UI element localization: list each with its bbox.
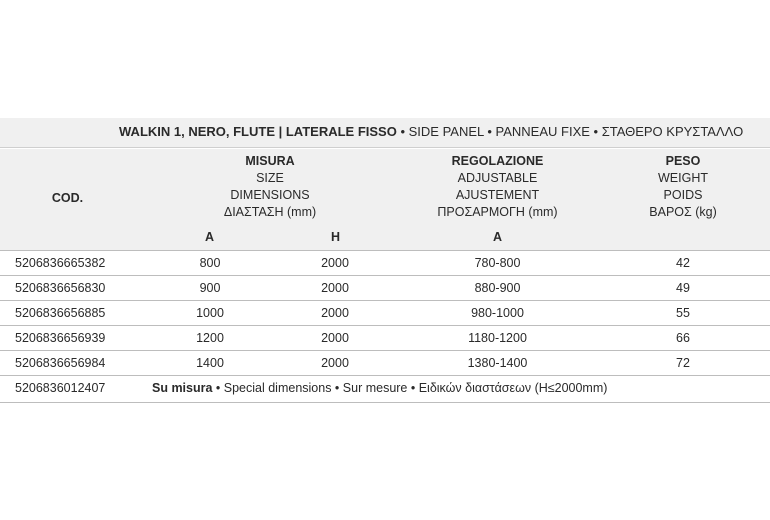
cell-adjust: 1180-1200 (468, 331, 527, 345)
cell-h: 2000 (321, 306, 349, 320)
cell-code: 5206836656885 (15, 306, 106, 320)
cell-weight: 55 (676, 306, 690, 320)
special-rest: • Special dimensions • Sur mesure • Ειδικών διαστάσεων (H≤2000mm) (212, 381, 608, 395)
header-code-label: COD. (51, 191, 84, 205)
cell-adjust: 1380-1400 (467, 356, 528, 370)
table-row (0, 350, 770, 375)
cell-weight: 72 (676, 356, 690, 370)
header-weight-en: WEIGHT (658, 171, 708, 185)
subheader-a: A (205, 230, 215, 244)
header-adjust-en: ADJUSTABLE (457, 171, 538, 185)
cell-h: 2000 (321, 356, 349, 370)
cell-code: 5206836656830 (15, 281, 106, 295)
cell-weight: 66 (676, 331, 690, 345)
table-row (0, 325, 770, 350)
cell-a: 800 (199, 256, 221, 270)
cell-h: 2000 (321, 256, 349, 270)
special-bold: Su misura (152, 381, 213, 395)
cell-adjust: 880-900 (474, 281, 521, 295)
table-header (0, 149, 770, 250)
header-size-it: MISURA (245, 154, 295, 168)
header-size-en: SIZE (256, 171, 284, 185)
subheader-adjust-a: A (493, 230, 503, 244)
cell-h: 2000 (321, 331, 349, 345)
header-size-fr: DIMENSIONS (230, 188, 310, 202)
title-rest: • SIDE PANEL • PANNEAU FIXE • ΣΤΑΘΕΡΟ ΚΡΥΣΤΑΛΛΟ (396, 124, 744, 139)
title-bold: WALKIN 1, NERO, FLUTE | LATERALE FISSO (119, 124, 397, 139)
table-row (0, 250, 770, 275)
subheader-h: H (331, 230, 341, 244)
header-adjust (420, 153, 575, 221)
cell-a: 900 (199, 281, 221, 295)
cell-a: 1000 (196, 306, 224, 320)
cell-code: 5206836656939 (15, 331, 106, 345)
cell-code: 5206836012407 (15, 381, 106, 395)
cell-adjust: 980-1000 (471, 306, 524, 320)
special-dimensions-note (152, 381, 607, 395)
table-row-special (0, 375, 770, 403)
header-weight-fr: POIDS (663, 188, 703, 202)
table-title (119, 124, 743, 139)
header-weight-gr: ΒΑΡΟΣ (kg) (649, 205, 717, 219)
header-weight-it: PESO (665, 154, 701, 168)
cell-code: 5206836665382 (15, 256, 106, 270)
table-title-bar (0, 118, 770, 148)
header-code (15, 190, 120, 207)
table-row (0, 300, 770, 325)
header-size-gr: ΔΙΑΣΤΑΣΗ (mm) (223, 205, 317, 219)
cell-a: 1200 (196, 331, 224, 345)
cell-weight: 42 (676, 256, 690, 270)
header-size (195, 153, 345, 221)
cell-code: 5206836656984 (15, 356, 106, 370)
cell-h: 2000 (321, 281, 349, 295)
header-weight (633, 153, 733, 221)
cell-weight: 49 (676, 281, 690, 295)
cell-adjust: 780-800 (474, 256, 521, 270)
header-adjust-it: REGOLAZIONE (451, 154, 544, 168)
cell-a: 1400 (196, 356, 224, 370)
header-adjust-gr: ΠΡΟΣΑΡΜΟΓΗ (mm) (437, 205, 558, 219)
header-adjust-fr: AJUSTEMENT (455, 188, 540, 202)
table-row (0, 275, 770, 300)
